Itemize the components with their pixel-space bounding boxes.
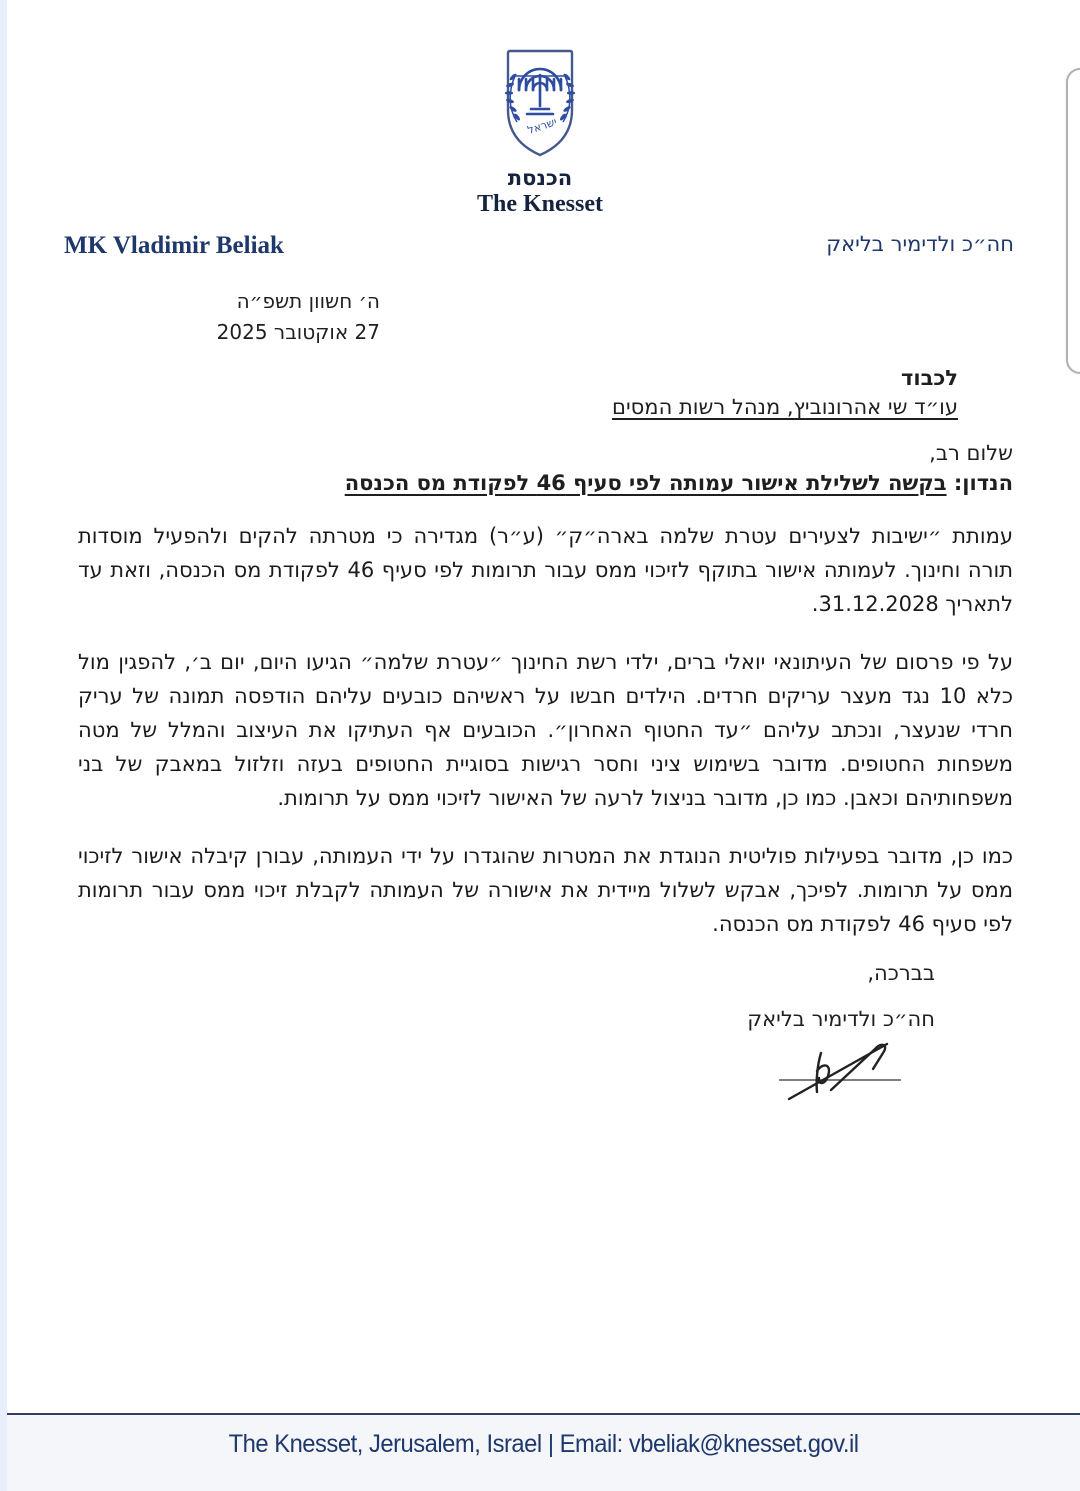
handwritten-signature-icon (775, 1033, 905, 1108)
page-left-strip-decoration (0, 0, 7, 1491)
recipient-name: עו״ד שי אהרונוביץ, מנהל רשות המסים (612, 395, 958, 419)
org-name-hebrew: הכנסת (507, 166, 573, 190)
recipient-block (78, 364, 958, 422)
body-paragraph-3: כמו כן, מדובר בפעילות פוליטית הנוגדת את המטרות שהוגדרו על ידי העמותה, עבורן קיבלה אישור לזיכוי ממס על תרומות. לפיכך, אבקש לשלול מיידית את אישורה של העמותה לקבלת זיכוי ממס עבור תרומות לפי סעיף 46 לפקודת מס הכנסה. (78, 844, 1013, 936)
mk-name-hebrew: חה״כ ולדימיר בליאק (826, 232, 1014, 256)
letterhead (0, 0, 1080, 218)
subject-text: בקשה לשלילת אישור עמותה לפי סעיף 46 לפקודת מס הכנסה (344, 471, 947, 495)
footer-contact-text: The Knesset, Jerusalem, Israel | Email: vbeliak@knesset.gov.il (228, 1430, 859, 1458)
valediction: בברכה, (867, 961, 935, 985)
body-paragraph-1: עמותת ״ישיבות לצעירים עטרת שלמה בארה״ק״ (ע״ר) מגדירה כי מטרתה להקים ולהפעיל מוסדות תורה וחינוך. לעמותה אישור בתוקף לזיכוי ממס עבור תרומות לפי סעיף 46 לפקודת מס הכנסה, וזאת עד לתאריך 31.12.2028. (78, 524, 1013, 616)
subject-line (78, 471, 1013, 495)
letter-content (0, 286, 1080, 1113)
mk-names-row (0, 218, 1080, 260)
closing-block (78, 961, 935, 1113)
emblem-caption: ישראל (525, 115, 559, 137)
org-name-english: The Knesset (477, 191, 603, 217)
subject-label: הנדון: (953, 471, 1013, 495)
date-gregorian: 27 אוקטובר 2025 (216, 320, 380, 344)
right-edge-panel[interactable] (1066, 68, 1080, 374)
page-footer (7, 1413, 1080, 1491)
signature-area (78, 1031, 935, 1113)
greeting: שלום רב, (929, 441, 1013, 465)
body-paragraph-2: על פי פרסום של העיתונאי יואלי ברים, ילדי רשת החינוך ״עטרת שלמה״ הגיעו היום, יום ב׳, להפגין מול כלא 10 נגד מעצר עריקים חרדים. הילדים חבשו על ראשיהם כובעים עליהם הודפסה תמונה של עריק חרדי שנעצר, ונכתב עליהם ״עד החטוף האחרון״. הכובעים אף העתיקו את העיצוב והמלל של מטה משפחות החטופים. מדובר בשימוש ציני וחסר רגישות בסוגיית החטופים בעזה וזלזול במאבק של בני משפחותיהם וכאבן. כמו כן, מדובר בניצול לרעה של האישור לזיכוי ממס על תרומות. (78, 650, 1013, 810)
signatory-name: חה״כ ולדימיר בליאק (747, 1007, 935, 1031)
date-block (217, 286, 380, 348)
israel-state-emblem-icon (496, 48, 584, 158)
mk-name-english: MK Vladimir Beliak (64, 232, 284, 259)
date-hebrew: ה׳ חשוון תשפ״ה (236, 289, 380, 313)
recipient-salutation: לכבוד (901, 366, 958, 390)
